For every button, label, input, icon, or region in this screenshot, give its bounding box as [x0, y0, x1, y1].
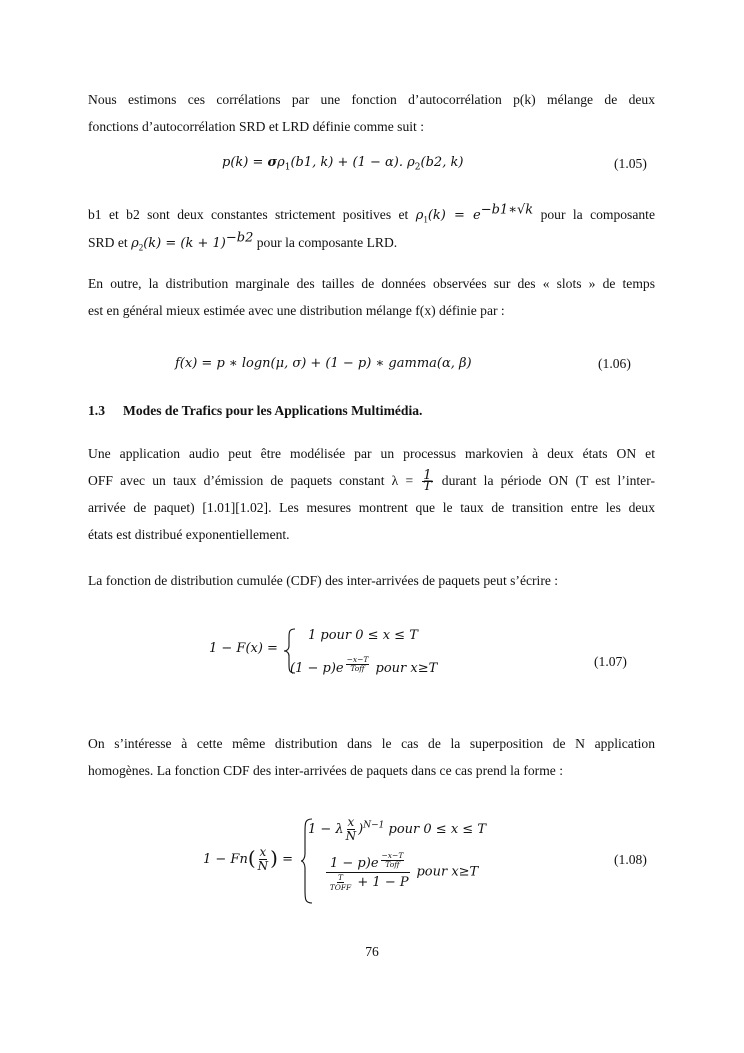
- page-number: 76: [365, 944, 379, 959]
- numerator: x: [347, 815, 355, 829]
- math-run: 1 − p)e: [330, 856, 379, 871]
- numerator: −x−T: [381, 851, 404, 860]
- fraction: [326, 852, 410, 892]
- subscript: 1: [423, 214, 428, 225]
- paragraph-cdf-intro: [88, 567, 655, 594]
- eq-term: (b2, k): [420, 155, 464, 170]
- math-run: (k) = (k + 1): [143, 236, 226, 251]
- eq-lhs: p(k) =: [222, 155, 268, 170]
- denominator: T: [423, 479, 432, 495]
- math-run: 1 − λ: [308, 822, 344, 837]
- subscript: 2: [414, 162, 421, 173]
- text-line: arrivée de paquet) [1.01][1.02]. Les mesures montrent que le taux de transition entre les deux: [88, 500, 655, 515]
- paragraph-autocorrelation: [88, 86, 655, 140]
- fraction: [258, 846, 269, 873]
- equation-number: (1.06): [598, 356, 631, 371]
- section-number: 1.3: [88, 403, 105, 418]
- rho-symbol: ρ: [407, 155, 415, 170]
- text-line: états est distribué exponentiellement.: [88, 527, 290, 542]
- numerator: [326, 852, 410, 873]
- equation-number: (1.08): [614, 852, 647, 867]
- denominator: N: [345, 829, 357, 843]
- text-line: En outre, la distribution marginale des tailles de données observées sur des « slots » de temps: [88, 276, 655, 291]
- text-line: est en général mieux estimée avec une distribution mélange f(x) définie par :: [88, 303, 505, 318]
- rho-symbol: ρ: [277, 155, 285, 170]
- subscript: 2: [138, 242, 144, 253]
- equation-1-08-case2: [324, 852, 478, 892]
- equals-sign: =: [282, 852, 293, 867]
- text-run: OFF avec un taux d’émission de paquets constant λ =: [88, 473, 421, 488]
- text-line: [88, 467, 655, 494]
- text-run: pour la composante: [533, 207, 655, 222]
- text-line: On s’intéresse à cette même distribution dans le cas de la superposition de N application: [88, 736, 655, 751]
- paragraph-marginal-distribution: [88, 270, 655, 324]
- denominator: [328, 873, 409, 892]
- rho-symbol: ρ: [131, 236, 139, 251]
- numerator: −x−T: [346, 655, 369, 664]
- numerator: 1: [423, 468, 432, 484]
- math-run: pour x≥T: [416, 864, 479, 880]
- paragraph-audio-model: [88, 440, 655, 548]
- denominator: TOFF: [329, 883, 352, 892]
- exponent-fraction: [346, 656, 370, 673]
- math-run: + 1 − P: [353, 875, 409, 890]
- text-line: fonctions d’autocorrélation SRD et LRD définie comme suit :: [88, 119, 424, 134]
- exponent: −b2: [225, 230, 254, 246]
- text-line: [88, 201, 655, 229]
- section-heading: [88, 403, 422, 419]
- math-run: 1 − Fn: [203, 852, 248, 867]
- text-line: [88, 229, 655, 257]
- equation-1-07-lhs: 1 − F(x) =: [209, 641, 278, 656]
- subscript: 1: [284, 162, 291, 173]
- fraction: [346, 816, 357, 843]
- eq-term: (b1, k) + (1 − α).: [290, 155, 408, 170]
- denominator: N: [257, 859, 269, 873]
- math-run: pour 0 ≤ x ≤ T: [384, 822, 486, 837]
- text-run: pour la composante LRD.: [253, 235, 398, 250]
- fraction: [422, 468, 432, 495]
- equation-1-05: [222, 155, 464, 173]
- text-run: b1 et b2 sont deux constantes strictement positives et: [88, 207, 416, 222]
- math-run: (1 − p)e: [290, 661, 344, 676]
- equation-1-07-case1: 1 pour 0 ≤ x ≤ T: [308, 628, 418, 643]
- denominator: Toff: [350, 664, 365, 673]
- equation-1-08-lhs: 1 − Fn( $\frac{x}{N}$ ) =: [203, 845, 293, 873]
- equation-1-08-case1: 1 − λ $\frac{x}{N}$ )$^{N-1}$ pour 0 ≤ x ≤ T: [308, 815, 486, 843]
- exponent-fraction: [381, 852, 405, 869]
- paragraph-superposition: [88, 730, 655, 784]
- equation-1-06: f(x) = p ∗ logn(μ, σ) + (1 − p) ∗ gamma(α, β): [175, 356, 472, 371]
- denominator: Toff: [385, 860, 400, 869]
- text-line: La fonction de distribution cumulée (CDF) des inter-arrivées de paquets peut s’écrire :: [88, 573, 559, 588]
- exponent: N−1: [363, 820, 385, 831]
- numerator: x: [259, 845, 267, 859]
- text-line: Une application audio peut être modélisée par un processus markovien à deux états ON et: [88, 446, 655, 461]
- text-run: SRD et: [88, 235, 132, 250]
- equation-1-07-case2: [290, 656, 437, 676]
- math-run: (k) = e: [427, 208, 481, 223]
- exponent: −b1∗√k: [480, 202, 534, 218]
- equation-number: (1.05): [614, 156, 647, 171]
- text-line: Nous estimons ces corrélations par une fonction d’autocorrélation p(k) mélange de deux: [88, 92, 655, 107]
- fraction: [330, 873, 352, 892]
- rho-symbol: ρ: [415, 208, 424, 223]
- text-run: durant la période ON (T est l’inter-: [434, 473, 655, 488]
- paragraph-constants: [88, 201, 655, 257]
- math-run: pour x≥T: [371, 661, 438, 676]
- text-line: homogènes. La fonction CDF des inter-arrivées de paquets dans ce cas prend la forme :: [88, 763, 563, 778]
- numerator: T: [337, 873, 343, 882]
- equation-number: (1.07): [594, 654, 627, 669]
- sigma-symbol: σ: [267, 155, 278, 170]
- section-title: Modes de Trafics pour les Applications Multimédia.: [123, 403, 423, 418]
